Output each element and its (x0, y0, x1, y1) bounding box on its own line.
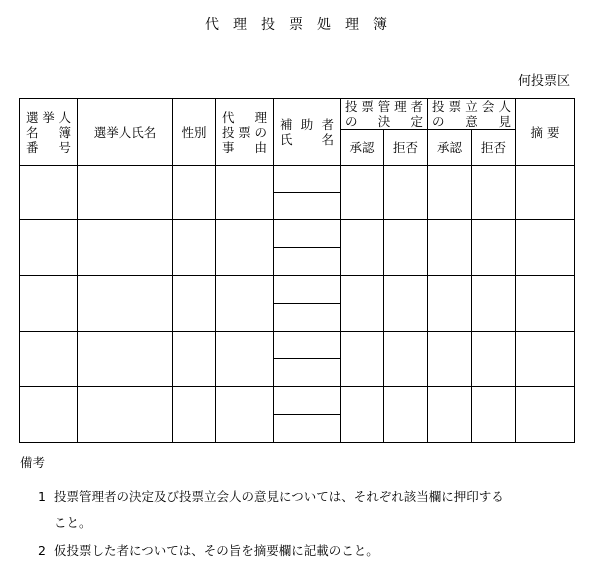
header-proxy-reason: 代 理 投票の 事 由 (216, 99, 274, 166)
proxy-reason-cell[interactable] (216, 387, 274, 443)
admin-approve-cell[interactable] (341, 220, 384, 276)
notes-section (20, 456, 602, 565)
header-witness-opinion: 投票立会人 の 意 見 (428, 99, 516, 130)
voter-name-cell[interactable] (78, 220, 173, 276)
note-number: 2 (38, 543, 46, 558)
voter-number-cell[interactable] (20, 332, 78, 387)
header-voter-name: 選挙人氏名 (78, 99, 173, 166)
assistant-name-cell[interactable] (274, 304, 341, 332)
proxy-reason-cell[interactable] (216, 166, 274, 220)
admin-approve-cell[interactable] (341, 166, 384, 220)
admin-approve-cell[interactable] (341, 387, 384, 443)
header-admin-reject: 拒否 (384, 130, 428, 166)
admin-approve-cell[interactable] (341, 332, 384, 387)
remarks-cell[interactable] (516, 387, 575, 443)
note-item (20, 537, 602, 565)
note-text-continuation: こと。 (54, 515, 92, 530)
table-row (20, 276, 575, 304)
voter-name-cell[interactable] (78, 387, 173, 443)
header-remarks: 摘 要 (516, 99, 575, 166)
voter-name-cell[interactable] (78, 166, 173, 220)
header-gender: 性別 (173, 99, 216, 166)
gender-cell[interactable] (173, 276, 216, 332)
assistant-name-cell[interactable] (274, 359, 341, 387)
witness-reject-cell[interactable] (472, 220, 516, 276)
remarks-cell[interactable] (516, 332, 575, 387)
remarks-cell[interactable] (516, 166, 575, 220)
gender-cell[interactable] (173, 166, 216, 220)
notes-heading: 備考 (20, 455, 46, 470)
voter-name-cell[interactable] (78, 276, 173, 332)
voter-number-cell[interactable] (20, 166, 78, 220)
header-voter-number: 選挙人 名 簿 番 号 (20, 99, 78, 166)
admin-approve-cell[interactable] (341, 276, 384, 332)
voter-name-cell[interactable] (78, 332, 173, 387)
remarks-cell[interactable] (516, 276, 575, 332)
assistant-name-cell[interactable] (274, 387, 341, 415)
witness-approve-cell[interactable] (428, 220, 472, 276)
polling-district-label: 何投票区 (517, 74, 570, 89)
witness-approve-cell[interactable] (428, 332, 472, 387)
assistant-name-cell[interactable] (274, 248, 341, 276)
proxy-vote-register-table (19, 98, 575, 443)
admin-reject-cell[interactable] (384, 332, 428, 387)
gender-cell[interactable] (173, 387, 216, 443)
register-sheet (19, 98, 575, 443)
voter-number-cell[interactable] (20, 276, 78, 332)
voter-number-cell[interactable] (20, 220, 78, 276)
gender-cell[interactable] (173, 220, 216, 276)
header-assistant-name: 補助者 氏 名 (274, 99, 341, 166)
page-title: 代理投票処理簿 (205, 17, 401, 33)
witness-reject-cell[interactable] (472, 387, 516, 443)
voter-number-cell[interactable] (20, 387, 78, 443)
header-admin-decision: 投票管理者 の 決 定 (341, 99, 428, 130)
admin-reject-cell[interactable] (384, 220, 428, 276)
assistant-name-cell[interactable] (274, 415, 341, 443)
witness-approve-cell[interactable] (428, 276, 472, 332)
note-text: 投票管理者の決定及び投票立会人の意見については、それぞれ該当欄に押印する (54, 489, 504, 504)
witness-reject-cell[interactable] (472, 166, 516, 220)
note-text: 仮投票した者については、その旨を摘要欄に記載のこと。 (54, 543, 379, 558)
admin-reject-cell[interactable] (384, 276, 428, 332)
witness-approve-cell[interactable] (428, 166, 472, 220)
note-item (20, 483, 602, 537)
header-witness-approve: 承認 (428, 130, 472, 166)
gender-cell[interactable] (173, 332, 216, 387)
witness-reject-cell[interactable] (472, 332, 516, 387)
header-witness-reject: 拒否 (472, 130, 516, 166)
admin-reject-cell[interactable] (384, 166, 428, 220)
table-row (20, 166, 575, 193)
assistant-name-cell[interactable] (274, 276, 341, 304)
admin-reject-cell[interactable] (384, 387, 428, 443)
table-row (20, 332, 575, 359)
assistant-name-cell[interactable] (274, 193, 341, 220)
assistant-name-cell[interactable] (274, 332, 341, 359)
witness-reject-cell[interactable] (472, 276, 516, 332)
table-row (20, 220, 575, 248)
note-number: 1 (38, 489, 46, 504)
assistant-name-cell[interactable] (274, 166, 341, 193)
proxy-reason-cell[interactable] (216, 332, 274, 387)
assistant-name-cell[interactable] (274, 220, 341, 248)
witness-approve-cell[interactable] (428, 387, 472, 443)
table-row (20, 387, 575, 415)
header-admin-approve: 承認 (341, 130, 384, 166)
proxy-reason-cell[interactable] (216, 220, 274, 276)
remarks-cell[interactable] (516, 220, 575, 276)
proxy-reason-cell[interactable] (216, 276, 274, 332)
